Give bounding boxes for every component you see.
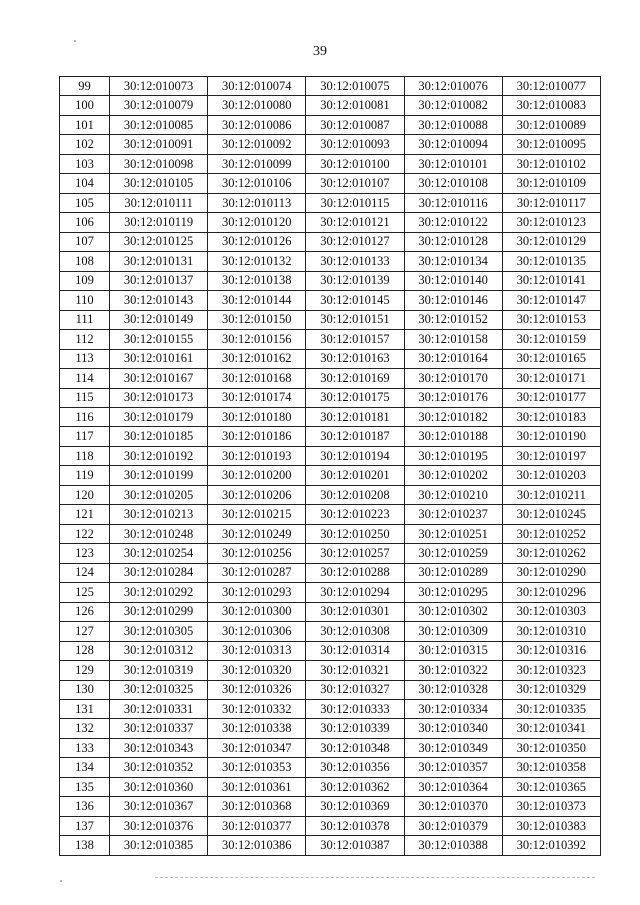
row-number-cell: 133 xyxy=(60,738,110,757)
cadastral-code-cell: 30:12:010353 xyxy=(208,758,306,777)
cadastral-code-cell: 30:12:010206 xyxy=(208,485,306,504)
cadastral-code-cell: 30:12:010293 xyxy=(208,583,306,602)
row-number-cell: 106 xyxy=(60,213,110,232)
cadastral-code-cell: 30:12:010167 xyxy=(110,369,208,388)
cadastral-code-cell: 30:12:010153 xyxy=(502,310,600,329)
cadastral-code-cell: 30:12:010179 xyxy=(110,407,208,426)
cadastral-code-cell: 30:12:010134 xyxy=(404,252,502,271)
cadastral-code-cell: 30:12:010131 xyxy=(110,252,208,271)
table-row xyxy=(60,388,601,407)
cadastral-code-cell: 30:12:010185 xyxy=(110,427,208,446)
cadastral-code-cell: 30:12:010367 xyxy=(110,797,208,816)
table-row xyxy=(60,544,601,563)
cadastral-code-cell: 30:12:010369 xyxy=(306,797,404,816)
cadastral-code-cell: 30:12:010165 xyxy=(502,349,600,368)
cadastral-code-cell: 30:12:010294 xyxy=(306,583,404,602)
table-row xyxy=(60,330,601,349)
cadastral-code-cell: 30:12:010157 xyxy=(306,330,404,349)
cadastral-code-cell: 30:12:010182 xyxy=(404,407,502,426)
cadastral-code-cell: 30:12:010325 xyxy=(110,680,208,699)
cadastral-code-cell: 30:12:010194 xyxy=(306,446,404,465)
cadastral-code-cell: 30:12:010305 xyxy=(110,622,208,641)
cadastral-code-cell: 30:12:010259 xyxy=(404,544,502,563)
cadastral-code-cell: 30:12:010299 xyxy=(110,602,208,621)
cadastral-code-cell: 30:12:010296 xyxy=(502,583,600,602)
cadastral-code-cell: 30:12:010143 xyxy=(110,291,208,310)
cadastral-code-cell: 30:12:010350 xyxy=(502,738,600,757)
cadastral-code-cell: 30:12:010326 xyxy=(208,680,306,699)
cadastral-code-cell: 30:12:010180 xyxy=(208,407,306,426)
cadastral-code-cell: 30:12:010094 xyxy=(404,135,502,154)
cadastral-code-cell: 30:12:010357 xyxy=(404,758,502,777)
table-row xyxy=(60,310,601,329)
cadastral-code-cell: 30:12:010387 xyxy=(306,836,404,855)
row-number-cell: 99 xyxy=(60,77,110,96)
row-number-cell: 136 xyxy=(60,797,110,816)
row-number-cell: 129 xyxy=(60,661,110,680)
table-row xyxy=(60,232,601,251)
row-number-cell: 135 xyxy=(60,777,110,796)
cadastral-code-cell: 30:12:010348 xyxy=(306,738,404,757)
row-number-cell: 116 xyxy=(60,407,110,426)
row-number-cell: 137 xyxy=(60,816,110,835)
cadastral-code-cell: 30:12:010203 xyxy=(502,466,600,485)
cadastral-code-cell: 30:12:010101 xyxy=(404,154,502,173)
cadastral-code-cell: 30:12:010092 xyxy=(208,135,306,154)
cadastral-code-cell: 30:12:010102 xyxy=(502,154,600,173)
cadastral-code-cell: 30:12:010077 xyxy=(502,77,600,96)
cadastral-code-cell: 30:12:010120 xyxy=(208,213,306,232)
cadastral-code-cell: 30:12:010312 xyxy=(110,641,208,660)
table-row xyxy=(60,563,601,582)
cadastral-code-cell: 30:12:010211 xyxy=(502,485,600,504)
cadastral-code-cell: 30:12:010323 xyxy=(502,661,600,680)
cadastral-code-cell: 30:12:010250 xyxy=(306,524,404,543)
table-row xyxy=(60,602,601,621)
cadastral-code-cell: 30:12:010147 xyxy=(502,291,600,310)
row-number-cell: 117 xyxy=(60,427,110,446)
cadastral-code-cell: 30:12:010332 xyxy=(208,700,306,719)
cadastral-code-cell: 30:12:010248 xyxy=(110,524,208,543)
cadastral-code-cell: 30:12:010116 xyxy=(404,193,502,212)
cadastral-code-cell: 30:12:010073 xyxy=(110,77,208,96)
row-number-cell: 125 xyxy=(60,583,110,602)
row-number-cell: 112 xyxy=(60,330,110,349)
cadastral-code-cell: 30:12:010107 xyxy=(306,174,404,193)
table-row xyxy=(60,135,601,154)
cadastral-code-cell: 30:12:010256 xyxy=(208,544,306,563)
table-row xyxy=(60,193,601,212)
cadastral-code-cell: 30:12:010201 xyxy=(306,466,404,485)
cadastral-code-cell: 30:12:010200 xyxy=(208,466,306,485)
cadastral-code-cell: 30:12:010208 xyxy=(306,485,404,504)
cadastral-code-cell: 30:12:010199 xyxy=(110,466,208,485)
row-number-cell: 113 xyxy=(60,349,110,368)
cadastral-code-cell: 30:12:010192 xyxy=(110,446,208,465)
table-row xyxy=(60,252,601,271)
cadastral-code-cell: 30:12:010361 xyxy=(208,777,306,796)
cadastral-code-cell: 30:12:010378 xyxy=(306,816,404,835)
cadastral-code-cell: 30:12:010352 xyxy=(110,758,208,777)
cadastral-code-cell: 30:12:010284 xyxy=(110,563,208,582)
cadastral-code-cell: 30:12:010379 xyxy=(404,816,502,835)
cadastral-code-cell: 30:12:010322 xyxy=(404,661,502,680)
cadastral-code-cell: 30:12:010113 xyxy=(208,193,306,212)
row-number-cell: 107 xyxy=(60,232,110,251)
cadastral-code-cell: 30:12:010139 xyxy=(306,271,404,290)
cadastral-code-cell: 30:12:010343 xyxy=(110,738,208,757)
row-number-cell: 109 xyxy=(60,271,110,290)
cadastral-code-cell: 30:12:010327 xyxy=(306,680,404,699)
row-number-cell: 121 xyxy=(60,505,110,524)
cadastral-code-cell: 30:12:010303 xyxy=(502,602,600,621)
table-row xyxy=(60,369,601,388)
cadastral-code-cell: 30:12:010251 xyxy=(404,524,502,543)
row-number-cell: 130 xyxy=(60,680,110,699)
cadastral-code-cell: 30:12:010315 xyxy=(404,641,502,660)
cadastral-code-cell: 30:12:010329 xyxy=(502,680,600,699)
cadastral-code-cell: 30:12:010132 xyxy=(208,252,306,271)
table-row xyxy=(60,836,601,855)
scan-speck xyxy=(74,40,76,42)
table-row xyxy=(60,738,601,757)
cadastral-code-cell: 30:12:010364 xyxy=(404,777,502,796)
table-row xyxy=(60,641,601,660)
cadastral-code-cell: 30:12:010095 xyxy=(502,135,600,154)
cadastral-code-cell: 30:12:010122 xyxy=(404,213,502,232)
table-row xyxy=(60,816,601,835)
cadastral-code-cell: 30:12:010309 xyxy=(404,622,502,641)
cadastral-code-cell: 30:12:010320 xyxy=(208,661,306,680)
cadastral-code-cell: 30:12:010388 xyxy=(404,836,502,855)
cadastral-code-cell: 30:12:010376 xyxy=(110,816,208,835)
cadastral-code-cell: 30:12:010193 xyxy=(208,446,306,465)
cadastral-code-cell: 30:12:010127 xyxy=(306,232,404,251)
cadastral-code-cell: 30:12:010306 xyxy=(208,622,306,641)
cadastral-code-cell: 30:12:010368 xyxy=(208,797,306,816)
cadastral-code-cell: 30:12:010341 xyxy=(502,719,600,738)
cadastral-code-cell: 30:12:010111 xyxy=(110,193,208,212)
cadastral-code-cell: 30:12:010313 xyxy=(208,641,306,660)
cadastral-code-cell: 30:12:010334 xyxy=(404,700,502,719)
cadastral-code-cell: 30:12:010098 xyxy=(110,154,208,173)
cadastral-code-cell: 30:12:010152 xyxy=(404,310,502,329)
cadastral-code-cell: 30:12:010137 xyxy=(110,271,208,290)
cadastral-code-cell: 30:12:010195 xyxy=(404,446,502,465)
cadastral-code-cell: 30:12:010150 xyxy=(208,310,306,329)
row-number-cell: 134 xyxy=(60,758,110,777)
table-row xyxy=(60,427,601,446)
cadastral-code-cell: 30:12:010249 xyxy=(208,524,306,543)
cadastral-code-cell: 30:12:010128 xyxy=(404,232,502,251)
cadastral-code-cell: 30:12:010337 xyxy=(110,719,208,738)
cadastral-code-cell: 30:12:010135 xyxy=(502,252,600,271)
cadastral-code-cell: 30:12:010349 xyxy=(404,738,502,757)
row-number-cell: 119 xyxy=(60,466,110,485)
cadastral-code-cell: 30:12:010183 xyxy=(502,407,600,426)
table-row xyxy=(60,174,601,193)
cadastral-code-cell: 30:12:010082 xyxy=(404,96,502,115)
cadastral-code-cell: 30:12:010145 xyxy=(306,291,404,310)
cadastral-code-cell: 30:12:010370 xyxy=(404,797,502,816)
table-row xyxy=(60,271,601,290)
cadastral-code-cell: 30:12:010202 xyxy=(404,466,502,485)
table-row xyxy=(60,291,601,310)
table-row xyxy=(60,446,601,465)
cadastral-code-cell: 30:12:010205 xyxy=(110,485,208,504)
cadastral-code-cell: 30:12:010331 xyxy=(110,700,208,719)
cadastral-code-cell: 30:12:010335 xyxy=(502,700,600,719)
cadastral-code-cell: 30:12:010289 xyxy=(404,563,502,582)
table-row xyxy=(60,349,601,368)
cadastral-code-cell: 30:12:010173 xyxy=(110,388,208,407)
cadastral-code-cell: 30:12:010300 xyxy=(208,602,306,621)
row-number-cell: 122 xyxy=(60,524,110,543)
cadastral-code-cell: 30:12:010356 xyxy=(306,758,404,777)
table-row xyxy=(60,797,601,816)
row-number-cell: 100 xyxy=(60,96,110,115)
row-number-cell: 126 xyxy=(60,602,110,621)
cadastral-code-cell: 30:12:010081 xyxy=(306,96,404,115)
cadastral-code-cell: 30:12:010076 xyxy=(404,77,502,96)
cadastral-code-cell: 30:12:010144 xyxy=(208,291,306,310)
row-number-cell: 114 xyxy=(60,369,110,388)
table-row xyxy=(60,96,601,115)
cadastral-code-cell: 30:12:010099 xyxy=(208,154,306,173)
cadastral-code-cell: 30:12:010146 xyxy=(404,291,502,310)
row-number-cell: 105 xyxy=(60,193,110,212)
table-row xyxy=(60,466,601,485)
row-number-cell: 111 xyxy=(60,310,110,329)
cadastral-code-cell: 30:12:010252 xyxy=(502,524,600,543)
cadastral-code-cell: 30:12:010170 xyxy=(404,369,502,388)
cadastral-code-cell: 30:12:010088 xyxy=(404,115,502,134)
cadastral-code-cell: 30:12:010301 xyxy=(306,602,404,621)
cadastral-code-cell: 30:12:010093 xyxy=(306,135,404,154)
cadastral-code-cell: 30:12:010181 xyxy=(306,407,404,426)
row-number-cell: 115 xyxy=(60,388,110,407)
cadastral-code-cell: 30:12:010365 xyxy=(502,777,600,796)
table-row xyxy=(60,680,601,699)
cadastral-code-cell: 30:12:010163 xyxy=(306,349,404,368)
table-row xyxy=(60,485,601,504)
cadastral-code-cell: 30:12:010176 xyxy=(404,388,502,407)
table-row xyxy=(60,407,601,426)
cadastral-code-cell: 30:12:010237 xyxy=(404,505,502,524)
cadastral-code-cell: 30:12:010186 xyxy=(208,427,306,446)
table-row xyxy=(60,583,601,602)
cadastral-code-cell: 30:12:010091 xyxy=(110,135,208,154)
cadastral-code-cell: 30:12:010087 xyxy=(306,115,404,134)
cadastral-code-cell: 30:12:010100 xyxy=(306,154,404,173)
table-row xyxy=(60,661,601,680)
table-row xyxy=(60,77,601,96)
cadastral-code-cell: 30:12:010339 xyxy=(306,719,404,738)
cadastral-code-cell: 30:12:010141 xyxy=(502,271,600,290)
row-number-cell: 131 xyxy=(60,700,110,719)
table-row xyxy=(60,622,601,641)
cadastral-code-cell: 30:12:010373 xyxy=(502,797,600,816)
row-number-cell: 124 xyxy=(60,563,110,582)
cadastral-code-cell: 30:12:010392 xyxy=(502,836,600,855)
cadastral-code-cell: 30:12:010079 xyxy=(110,96,208,115)
cadastral-code-cell: 30:12:010138 xyxy=(208,271,306,290)
table-body xyxy=(60,77,601,856)
cadastral-code-cell: 30:12:010123 xyxy=(502,213,600,232)
cadastral-code-cell: 30:12:010257 xyxy=(306,544,404,563)
cadastral-code-cell: 30:12:010314 xyxy=(306,641,404,660)
cadastral-code-cell: 30:12:010133 xyxy=(306,252,404,271)
cadastral-code-cell: 30:12:010287 xyxy=(208,563,306,582)
cadastral-code-cell: 30:12:010105 xyxy=(110,174,208,193)
cadastral-code-cell: 30:12:010119 xyxy=(110,213,208,232)
cadastral-code-cell: 30:12:010161 xyxy=(110,349,208,368)
table-row xyxy=(60,505,601,524)
row-number-cell: 118 xyxy=(60,446,110,465)
cadastral-code-cell: 30:12:010210 xyxy=(404,485,502,504)
scan-speck xyxy=(60,880,62,882)
cadastral-code-cell: 30:12:010171 xyxy=(502,369,600,388)
cadastral-code-cell: 30:12:010188 xyxy=(404,427,502,446)
cadastral-code-cell: 30:12:010168 xyxy=(208,369,306,388)
cadastral-code-cell: 30:12:010126 xyxy=(208,232,306,251)
cadastral-code-cell: 30:12:010338 xyxy=(208,719,306,738)
cadastral-code-cell: 30:12:010333 xyxy=(306,700,404,719)
cadastral-code-cell: 30:12:010177 xyxy=(502,388,600,407)
cadastral-code-cell: 30:12:010129 xyxy=(502,232,600,251)
row-number-cell: 138 xyxy=(60,836,110,855)
cadastral-code-cell: 30:12:010358 xyxy=(502,758,600,777)
page-number: 39 xyxy=(313,44,327,59)
cadastral-code-cell: 30:12:010115 xyxy=(306,193,404,212)
cadastral-code-cell: 30:12:010213 xyxy=(110,505,208,524)
row-number-cell: 103 xyxy=(60,154,110,173)
cadastral-code-cell: 30:12:010075 xyxy=(306,77,404,96)
cadastral-code-cell: 30:12:010162 xyxy=(208,349,306,368)
cadastral-code-cell: 30:12:010254 xyxy=(110,544,208,563)
cadastral-code-cell: 30:12:010086 xyxy=(208,115,306,134)
row-number-cell: 101 xyxy=(60,115,110,134)
cadastral-code-cell: 30:12:010316 xyxy=(502,641,600,660)
row-number-cell: 108 xyxy=(60,252,110,271)
cadastral-code-cell: 30:12:010245 xyxy=(502,505,600,524)
cadastral-code-cell: 30:12:010089 xyxy=(502,115,600,134)
cadastral-code-cell: 30:12:010310 xyxy=(502,622,600,641)
cadastral-code-cell: 30:12:010308 xyxy=(306,622,404,641)
cadastral-code-cell: 30:12:010362 xyxy=(306,777,404,796)
cadastral-code-cell: 30:12:010106 xyxy=(208,174,306,193)
cadastral-code-cell: 30:12:010085 xyxy=(110,115,208,134)
table-row xyxy=(60,213,601,232)
row-number-cell: 132 xyxy=(60,719,110,738)
row-number-cell: 128 xyxy=(60,641,110,660)
cadastral-code-cell: 30:12:010121 xyxy=(306,213,404,232)
row-number-cell: 120 xyxy=(60,485,110,504)
row-number-cell: 127 xyxy=(60,622,110,641)
cadastral-code-cell: 30:12:010155 xyxy=(110,330,208,349)
cadastral-code-cell: 30:12:010215 xyxy=(208,505,306,524)
cadastral-code-cell: 30:12:010321 xyxy=(306,661,404,680)
cadastral-code-cell: 30:12:010074 xyxy=(208,77,306,96)
cadastral-register-table xyxy=(59,76,601,856)
cadastral-code-cell: 30:12:010328 xyxy=(404,680,502,699)
cadastral-code-cell: 30:12:010383 xyxy=(502,816,600,835)
cadastral-code-cell: 30:12:010302 xyxy=(404,602,502,621)
cadastral-code-cell: 30:12:010187 xyxy=(306,427,404,446)
cadastral-code-cell: 30:12:010125 xyxy=(110,232,208,251)
cadastral-code-cell: 30:12:010108 xyxy=(404,174,502,193)
cadastral-code-cell: 30:12:010190 xyxy=(502,427,600,446)
cadastral-code-cell: 30:12:010360 xyxy=(110,777,208,796)
cadastral-code-cell: 30:12:010197 xyxy=(502,446,600,465)
table-row xyxy=(60,719,601,738)
cadastral-code-cell: 30:12:010377 xyxy=(208,816,306,835)
cadastral-code-cell: 30:12:010223 xyxy=(306,505,404,524)
cadastral-code-cell: 30:12:010158 xyxy=(404,330,502,349)
row-number-cell: 104 xyxy=(60,174,110,193)
cadastral-code-cell: 30:12:010290 xyxy=(502,563,600,582)
cadastral-code-cell: 30:12:010262 xyxy=(502,544,600,563)
table-row xyxy=(60,154,601,173)
cadastral-code-cell: 30:12:010156 xyxy=(208,330,306,349)
cadastral-code-cell: 30:12:010109 xyxy=(502,174,600,193)
cadastral-code-cell: 30:12:010080 xyxy=(208,96,306,115)
cadastral-code-cell: 30:12:010174 xyxy=(208,388,306,407)
cadastral-code-cell: 30:12:010149 xyxy=(110,310,208,329)
cadastral-code-cell: 30:12:010083 xyxy=(502,96,600,115)
cadastral-code-cell: 30:12:010340 xyxy=(404,719,502,738)
cadastral-code-cell: 30:12:010288 xyxy=(306,563,404,582)
cadastral-code-cell: 30:12:010117 xyxy=(502,193,600,212)
table-row xyxy=(60,524,601,543)
row-number-cell: 110 xyxy=(60,291,110,310)
cadastral-code-cell: 30:12:010164 xyxy=(404,349,502,368)
table-row xyxy=(60,758,601,777)
cadastral-code-cell: 30:12:010292 xyxy=(110,583,208,602)
cadastral-code-cell: 30:12:010319 xyxy=(110,661,208,680)
row-number-cell: 102 xyxy=(60,135,110,154)
cadastral-code-cell: 30:12:010295 xyxy=(404,583,502,602)
table-row xyxy=(60,700,601,719)
table-row xyxy=(60,115,601,134)
cadastral-code-cell: 30:12:010159 xyxy=(502,330,600,349)
cadastral-code-cell: 30:12:010347 xyxy=(208,738,306,757)
cadastral-code-cell: 30:12:010140 xyxy=(404,271,502,290)
cadastral-code-cell: 30:12:010151 xyxy=(306,310,404,329)
scan-edge-line xyxy=(155,877,595,878)
table-row xyxy=(60,777,601,796)
cadastral-code-cell: 30:12:010169 xyxy=(306,369,404,388)
cadastral-code-cell: 30:12:010175 xyxy=(306,388,404,407)
row-number-cell: 123 xyxy=(60,544,110,563)
cadastral-code-cell: 30:12:010385 xyxy=(110,836,208,855)
cadastral-code-cell: 30:12:010386 xyxy=(208,836,306,855)
